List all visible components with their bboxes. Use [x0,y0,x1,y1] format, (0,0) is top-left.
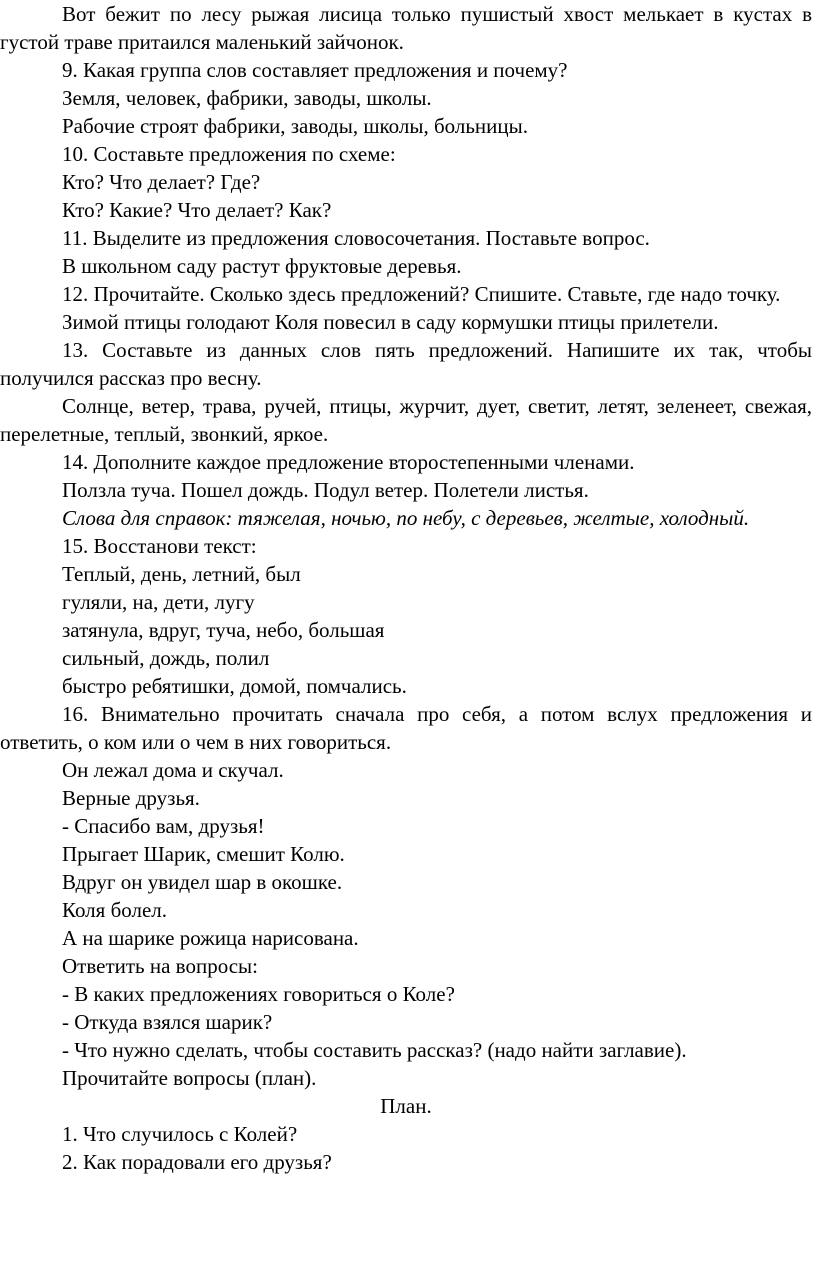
paragraph: 2. Как порадовали его друзья? [62,1150,332,1174]
section-heading: План. [380,1094,432,1118]
paragraph: Ползла туча. Пошел дождь. Подул ветер. Полетели листья. [62,478,589,502]
paragraph: 11. Выделите из предложения словосочетания. Поставьте вопрос. [62,226,650,250]
paragraph: Слова для справок: тяжелая, ночью, по небу, с деревьев, желтые, холодный. [62,506,750,530]
paragraph: Солнце, ветер, трава, ручей, птицы, журчит, дует, светит, летят, зеленеет, свежая, перелетные, теплый, звонкий, яркое. [0,394,812,446]
paragraph: 9. Какая группа слов составляет предложения и почему? [62,58,568,82]
paragraph: Он лежал дома и скучал. [62,758,284,782]
paragraph: Верные друзья. [62,786,200,810]
paragraph: Ответить на вопросы: [62,954,258,978]
paragraph: быстро ребятишки, домой, помчались. [62,674,407,698]
paragraph: 16. Внимательно прочитать сначала про себя, а потом вслух предложения и ответить, о ком или о чем в них говориться. [0,702,812,754]
paragraph: 1. Что случилось с Колей? [62,1122,298,1146]
paragraph: 15. Восстанови текст: [62,534,257,558]
paragraph: Коля болел. [62,898,168,922]
paragraph: Кто? Что делает? Где? [62,170,261,194]
paragraph: - Спасибо вам, друзья! [62,814,265,838]
paragraph: 13. Составьте из данных слов пять предложений. Напишите их так, чтобы получился рассказ про весну. [0,338,812,390]
paragraph: Прочитайте вопросы (план). [62,1066,317,1090]
paragraph: 10. Составьте предложения по схеме: [62,142,396,166]
paragraph: В школьном саду растут фруктовые деревья. [62,254,462,278]
paragraph: Земля, человек, фабрики, заводы, школы. [62,86,432,110]
paragraph: гуляли, на, дети, лугу [62,590,255,614]
paragraph: Кто? Какие? Что делает? Как? [62,198,332,222]
paragraph: Вдруг он увидел шар в окошке. [62,870,343,894]
paragraph: 12. Прочитайте. Сколько здесь предложений? Спишите. Ставьте, где надо точку. [62,282,781,306]
paragraph: - Откуда взялся шарик? [62,1010,273,1034]
paragraph: затянула, вдруг, туча, небо, большая [62,618,385,642]
paragraph: - Что нужно сделать, чтобы составить рассказ? (надо найти заглавие). [62,1038,687,1062]
paragraph: Теплый, день, летний, был [62,562,301,586]
paragraph: Рабочие строят фабрики, заводы, школы, больницы. [62,114,528,138]
paragraph: Прыгает Шарик, смешит Колю. [62,842,345,866]
paragraph: - В каких предложениях говориться о Коле? [62,982,455,1006]
paragraph: Вот бежит по лесу рыжая лисица только пушистый хвост мелькает в кустах в густой траве притаился маленький зайчонок. [0,2,812,54]
paragraph: Зимой птицы голодают Коля повесил в саду кормушки птицы прилетели. [62,310,719,334]
paragraph: А на шарике рожица нарисована. [62,926,359,950]
paragraph: 14. Дополните каждое предложение второстепенными членами. [62,450,635,474]
paragraph: сильный, дождь, полил [62,646,270,670]
